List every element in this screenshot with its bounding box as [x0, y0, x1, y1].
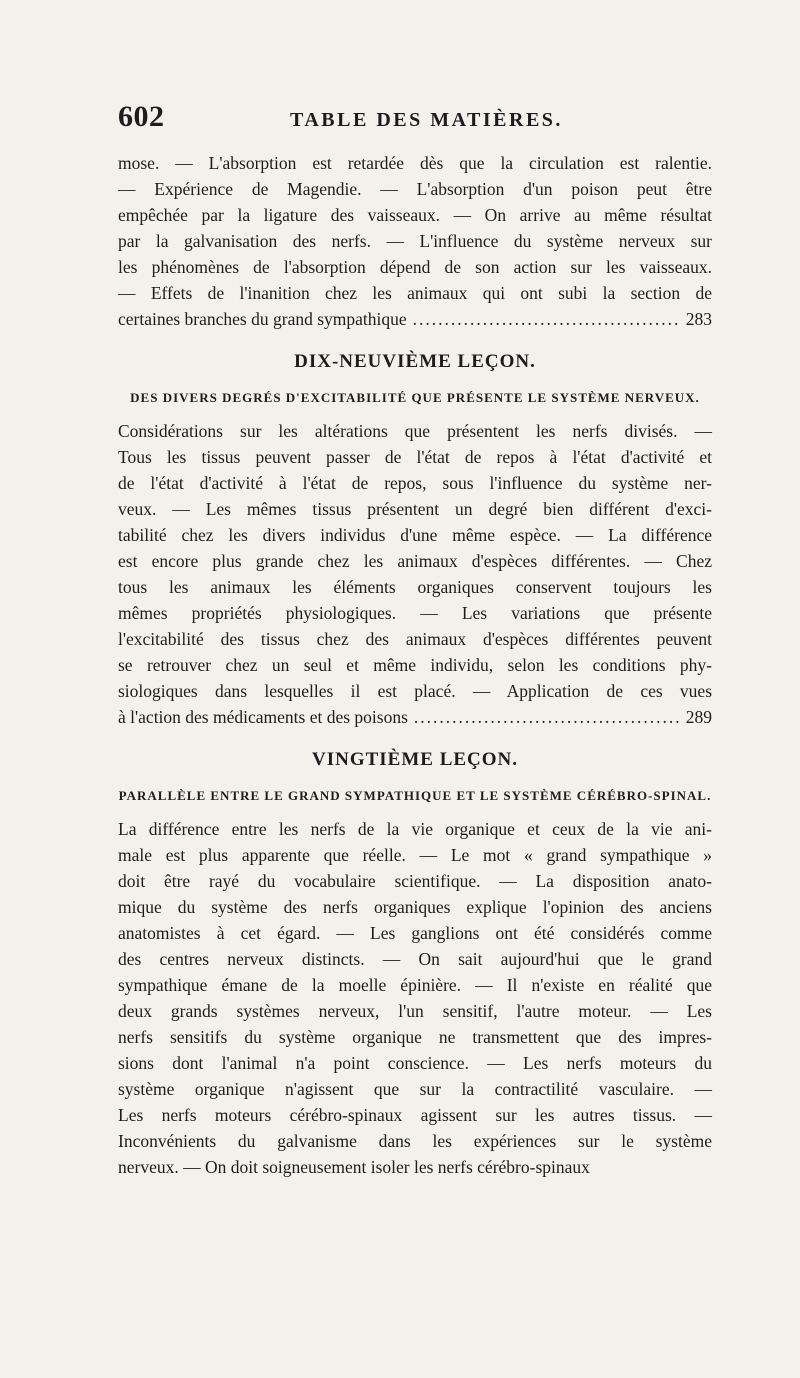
lesson-subtitle: DES DIVERS DEGRÉS D'EXCITABILITÉ QUE PRÉSENTE LE SYSTÈME NERVEUX. — [130, 390, 700, 405]
text-line: mique du système des nerfs organiques explique l'opinion des anciens — [118, 897, 712, 917]
lesson-title: VINGTIÈME LEÇON. — [311, 749, 519, 770]
text-line: Inconvénients du galvanisme dans les expériences sur le système — [118, 1131, 712, 1151]
continued-entry — [118, 150, 712, 332]
page-header — [118, 100, 718, 140]
text-line: siologiques dans lesquelles il est placé. — Application de ces vues — [118, 681, 712, 701]
text-line: l'excitabilité des tissus chez des animaux d'espèces différentes peuvent — [118, 629, 712, 649]
entry-last-line — [118, 704, 712, 730]
text-line: tabilité chez les divers individus d'une même espèce. — La différence — [118, 525, 712, 545]
page-reference: 283 — [685, 309, 712, 329]
text-line: Tous les tissus peuvent passer de l'état de repos à l'état d'activité et — [118, 447, 712, 467]
entry-last-line — [118, 306, 712, 332]
table-of-contents-body — [118, 150, 712, 1180]
text-line: anatomistes à cet égard. — Les ganglions ont été considérés comme — [118, 923, 712, 943]
text-line: nerveux. — On doit soigneusement isoler les nerfs cérébro-spinaux — [118, 1157, 590, 1177]
text-line: — Effets de l'inanition chez les animaux qui ont subi la section de — [118, 283, 712, 303]
dot-leader — [414, 704, 680, 730]
page-number: 602 — [118, 100, 165, 133]
text-line: mose. — L'absorption est retardée dès que la circulation est ralentie. — [118, 153, 712, 173]
text-line: male est plus apparente que réelle. — Le mot « grand sympathique » — [118, 845, 712, 865]
text-line: Les nerfs moteurs cérébro-spinaux agissent sur les autres tissus. — — [118, 1105, 712, 1125]
text-line: veux. — Les mêmes tissus présentent un degré bien différent d'exci- — [118, 499, 712, 519]
text-line: mêmes propriétés physiologiques. — Les variations que présente — [118, 603, 712, 623]
running-title: TABLE DES MATIÈRES. — [290, 109, 563, 131]
entry-last-text: à l'action des médicaments et des poisons — [118, 707, 408, 727]
text-line: est encore plus grande chez les animaux d'espèces différentes. — Chez — [118, 551, 712, 571]
text-line: empêchée par la ligature des vaisseaux. — On arrive au même résultat — [118, 205, 712, 225]
dot-leader — [413, 306, 680, 332]
text-line: système organique n'agissent que sur la contractilité vasculaire. — — [118, 1079, 712, 1099]
text-line: se retrouver chez un seul et même individu, selon les conditions phy- — [118, 655, 712, 675]
text-line: La différence entre les nerfs de la vie organique et ceux de la vie ani- — [118, 819, 712, 839]
text-line: de l'état d'activité à l'état de repos, sous l'influence du système ner- — [118, 473, 712, 493]
page-reference: 289 — [685, 707, 712, 727]
entry-last-text: certaines branches du grand sympathique — [118, 309, 407, 329]
lesson-subtitle: PARALLÈLE ENTRE LE GRAND SYMPATHIQUE ET LE SYSTÈME CÉRÉBRO-SPINAL. — [118, 788, 712, 803]
text-line: des centres nerveux distincts. — On sait aujourd'hui que le grand — [118, 949, 712, 969]
text-line: par la galvanisation des nerfs. — L'influence du système nerveux sur — [118, 231, 712, 251]
text-line: les phénomènes de l'absorption dépend de son action sur les vaisseaux. — [118, 257, 712, 277]
text-line: tous les animaux les éléments organiques conservent toujours les — [118, 577, 712, 597]
lesson-section — [118, 348, 712, 730]
text-line: nerfs sensitifs du système organique ne transmettent que des impres- — [118, 1027, 712, 1047]
text-line: sympathique émane de la moelle épinière. — Il n'existe en réalité que — [118, 975, 712, 995]
text-line: sions dont l'animal n'a point conscience. — Les nerfs moteurs du — [118, 1053, 712, 1073]
text-line: doit être rayé du vocabulaire scientifique. — La disposition anato- — [118, 871, 712, 891]
lesson-title: DIX-NEUVIÈME LEÇON. — [294, 351, 536, 372]
lesson-section — [118, 746, 712, 1180]
text-line: — Expérience de Magendie. — L'absorption d'un poison peut être — [118, 179, 712, 199]
text-line: Considérations sur les altérations que présentent les nerfs divisés. — — [118, 421, 712, 441]
text-line: deux grands systèmes nerveux, l'un sensitif, l'autre moteur. — Les — [118, 1001, 712, 1021]
